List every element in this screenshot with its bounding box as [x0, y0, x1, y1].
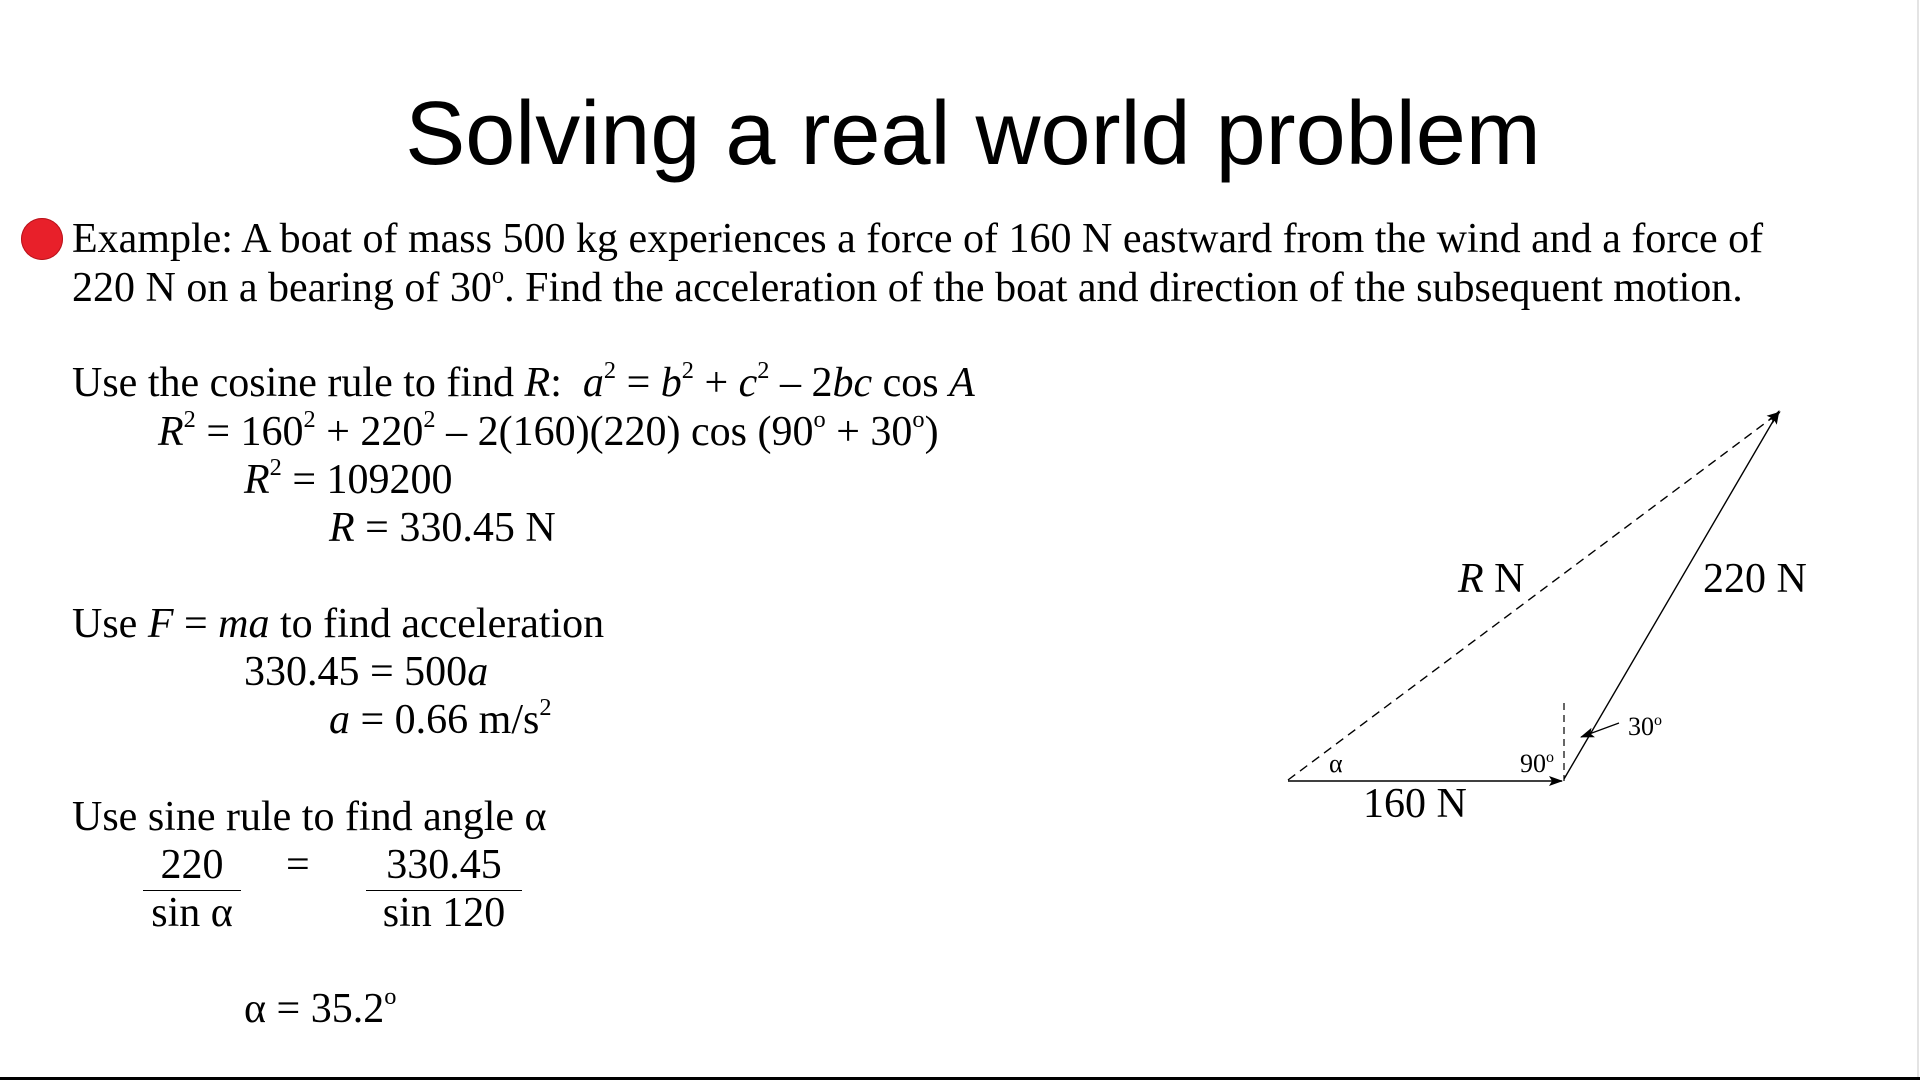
variable: F	[147, 601, 174, 647]
exponent: 2	[757, 357, 770, 385]
operator: cos	[872, 360, 950, 406]
operator: =	[616, 360, 661, 406]
exponent: 2	[303, 406, 316, 434]
exponent: 2	[603, 357, 617, 385]
unit: N	[1483, 556, 1525, 602]
fraction-left-numerator: 220	[160, 842, 224, 888]
expr: – 2(160)(220) cos (90	[435, 409, 814, 455]
variable-R: R	[244, 457, 270, 503]
degree-mark: o	[384, 983, 397, 1011]
angle-90-label	[1520, 749, 1554, 778]
variable: b	[660, 360, 682, 406]
angle-value: 30	[1628, 712, 1654, 741]
degree-mark: o	[1546, 749, 1554, 766]
exponent: 2	[269, 454, 282, 482]
variable: a	[467, 649, 489, 695]
variable-R: R	[524, 360, 551, 406]
variable: a	[329, 697, 350, 743]
expr: + 30	[825, 409, 913, 455]
right-border	[1917, 0, 1919, 1080]
angle-pointer	[1581, 723, 1619, 737]
resultant-label	[1457, 556, 1525, 602]
degree-mark: o	[813, 406, 826, 434]
expr: = 109200	[281, 457, 453, 503]
fraction-left-denominator: sin α	[151, 890, 233, 936]
fraction-equals: =	[286, 842, 310, 888]
exponent: 2	[539, 694, 552, 722]
example-text: . Find the acceleration of the boat and direction of the subsequent motion.	[504, 265, 1743, 311]
variable: c	[738, 360, 758, 406]
expr: )	[924, 409, 939, 455]
degree-mark: o	[912, 406, 925, 434]
example-text: 220 N on a bearing of 30	[72, 265, 492, 311]
expr: = 330.45 N	[354, 505, 556, 551]
force-220-label: 220 N	[1703, 556, 1807, 602]
intro-text: Use	[72, 601, 148, 647]
variable-R: R	[329, 505, 355, 551]
angle-value: 90	[1520, 749, 1546, 778]
exponent: 2	[423, 406, 436, 434]
example-line-1: Example: A boat of mass 500 kg experiences a force of 160 N eastward from the wind and a force of	[72, 216, 1764, 262]
operator: =	[173, 601, 219, 647]
variable-R: R	[158, 409, 184, 455]
fraction-right-denominator: sin 120	[382, 890, 506, 936]
expr: α = 35.2	[244, 986, 385, 1032]
alpha-label: α	[1329, 749, 1343, 778]
exponent: 2	[681, 357, 694, 385]
expr: 330.45 = 500	[244, 649, 468, 695]
intro-text: to find acceleration	[269, 601, 605, 647]
colon: :	[550, 360, 562, 406]
operator: – 2	[769, 360, 833, 406]
expr: = 0.66 m/s	[350, 697, 540, 743]
exponent: 2	[183, 406, 196, 434]
degree-mark: o	[491, 262, 505, 290]
variable: A	[949, 360, 975, 406]
variable: bc	[832, 360, 873, 406]
slide-title: Solving a real world problem	[405, 84, 1541, 184]
fraction-right-numerator: 330.45	[386, 842, 502, 888]
variable: ma	[218, 601, 270, 647]
operator: +	[693, 360, 739, 406]
expr: = 160	[195, 409, 304, 455]
variable: a	[582, 360, 604, 406]
expr: + 220	[315, 409, 424, 455]
sine-rule-intro: Use sine rule to find angle α	[72, 794, 547, 840]
force-160-label: 160 N	[1363, 781, 1467, 827]
degree-mark: o	[1654, 712, 1662, 729]
angle-30-label	[1628, 712, 1662, 741]
intro-text: Use the cosine rule to find	[72, 360, 525, 406]
variable-R: R	[1458, 556, 1484, 602]
